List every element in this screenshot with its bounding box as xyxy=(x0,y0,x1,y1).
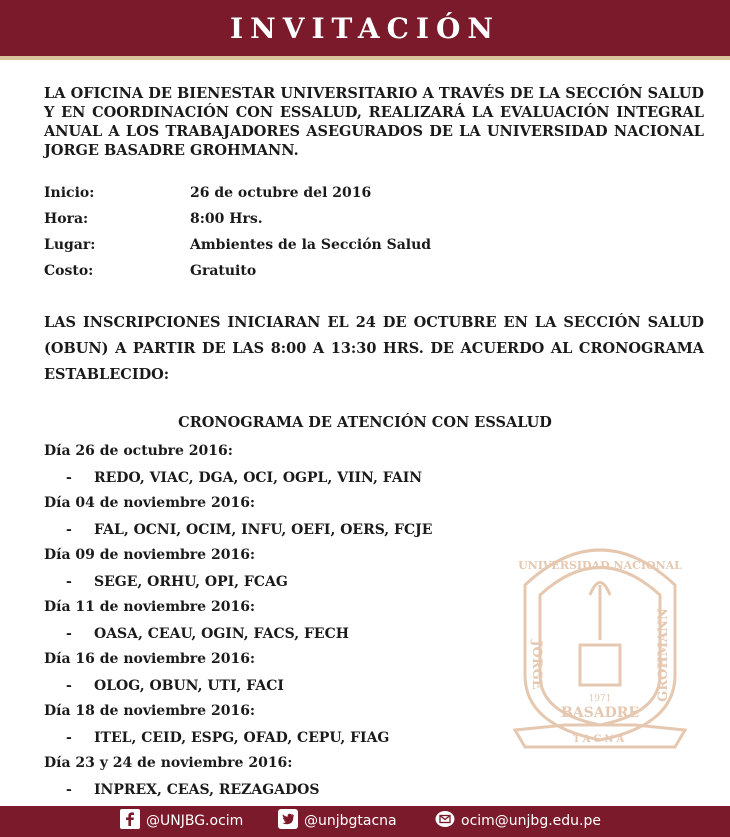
schedule-units: OLOG, OBUN, UTI, FACI xyxy=(94,678,284,694)
schedule-units-row xyxy=(44,466,684,492)
schedule-item xyxy=(44,544,684,596)
detail-label: Lugar: xyxy=(44,237,96,253)
schedule-day: Día 18 de noviembre 2016: xyxy=(44,703,256,719)
bullet-dash: - xyxy=(66,678,72,694)
bullet-dash: - xyxy=(66,470,72,486)
facebook-icon xyxy=(120,809,140,829)
schedule-units-row xyxy=(44,674,684,700)
schedule-day: Día 26 de octubre 2016: xyxy=(44,443,233,459)
page-title: INVITACIÓN xyxy=(230,12,500,45)
schedule-units-row xyxy=(44,622,684,648)
intro-paragraph: LA OFICINA DE BIENESTAR UNIVERSITARIO A TRAVÉS DE LA SECCIÓN SALUD Y EN COORDINACIÓN CON ESSALUD, REALIZARÁ LA EVALUACIÓN INTEGRAL ANUAL A LOS TRABAJADORES ASEGURADOS DE LA UNIVERSIDAD NACIONAL JORGE BASADRE GROHMANN. xyxy=(44,85,704,159)
schedule-units: OASA, CEAU, OGIN, FACS, FECH xyxy=(94,626,349,642)
schedule-list xyxy=(44,440,684,804)
schedule-units: INPREX, CEAS, REZAGADOS xyxy=(94,782,320,798)
detail-value: Ambientes de la Sección Salud xyxy=(190,237,432,253)
schedule-day: Día 09 de noviembre 2016: xyxy=(44,547,256,563)
detail-label: Hora: xyxy=(44,211,89,227)
seal-bottom-text: BASADRE xyxy=(560,705,640,721)
footer-bar xyxy=(0,806,730,837)
schedule-item xyxy=(44,648,684,700)
bullet-dash: - xyxy=(66,626,72,642)
bullet-dash: - xyxy=(66,522,72,538)
schedule-units: REDO, VIAC, DGA, OCI, OGPL, VIIN, FAIN xyxy=(94,470,423,486)
schedule-units-row xyxy=(44,518,684,544)
bullet-dash: - xyxy=(66,574,72,590)
detail-label: Inicio: xyxy=(44,185,95,201)
footer-twitter-text: @unjbgtacna xyxy=(304,813,397,829)
detail-label: Costo: xyxy=(44,263,94,279)
schedule-units: SEGE, ORHU, OPI, FCAG xyxy=(94,574,288,590)
detail-row-costo xyxy=(44,260,644,286)
schedule-item xyxy=(44,492,684,544)
header-stripe xyxy=(0,56,730,60)
bullet-dash: - xyxy=(66,730,72,746)
detail-row-hora xyxy=(44,208,644,234)
schedule-item xyxy=(44,440,684,492)
schedule-day: Día 16 de noviembre 2016: xyxy=(44,651,256,667)
footer-facebook-link[interactable] xyxy=(120,806,243,837)
schedule-day: Día 11 de noviembre 2016: xyxy=(44,599,256,615)
twitter-icon xyxy=(278,809,298,829)
detail-row-lugar xyxy=(44,234,644,260)
event-details xyxy=(44,182,644,286)
schedule-day: Día 23 y 24 de noviembre 2016: xyxy=(44,755,293,771)
seal-top-text: UNIVERSIDAD NACIONAL xyxy=(518,559,682,572)
seal-banner: TACNA xyxy=(572,734,628,745)
email-icon xyxy=(435,809,455,829)
seal-side-left: JORGE xyxy=(529,640,544,690)
schedule-item xyxy=(44,752,684,804)
footer-facebook-text: @UNJBG.ocim xyxy=(146,813,244,829)
schedule-units: FAL, OCNI, OCIM, INFU, OEFI, OERS, FCJE xyxy=(94,522,433,538)
schedule-day: Día 04 de noviembre 2016: xyxy=(44,495,256,511)
seal-side-right: GROHMANN xyxy=(656,608,671,702)
schedule-item xyxy=(44,700,684,752)
footer-twitter-link[interactable] xyxy=(278,806,397,837)
schedule-units-row xyxy=(44,778,684,804)
schedule-units-row xyxy=(44,726,684,752)
inscripciones-paragraph: LAS INSCRIPCIONES INICIARAN EL 24 DE OCTUBRE EN LA SECCIÓN SALUD (OBUN) A PARTIR DE LAS 8:00 A 13:30 HRS. DE ACUERDO AL CRONOGRAMA ESTABLECIDO: xyxy=(44,314,704,383)
detail-value: 8:00 Hrs. xyxy=(190,211,263,227)
detail-value: Gratuito xyxy=(190,263,257,279)
footer-email-text: ocim@unjbg.edu.pe xyxy=(461,813,601,829)
detail-value: 26 de octubre del 2016 xyxy=(190,185,372,201)
bullet-dash: - xyxy=(66,782,72,798)
schedule-units-row xyxy=(44,570,684,596)
schedule-item xyxy=(44,596,684,648)
seal-year: 1971 xyxy=(588,694,612,704)
footer-email-link[interactable] xyxy=(435,806,601,837)
schedule-title: CRONOGRAMA DE ATENCIÓN CON ESSALUD xyxy=(178,414,552,431)
detail-row-inicio xyxy=(44,182,644,208)
schedule-units: ITEL, CEID, ESPG, OFAD, CEPU, FIAG xyxy=(94,730,390,746)
